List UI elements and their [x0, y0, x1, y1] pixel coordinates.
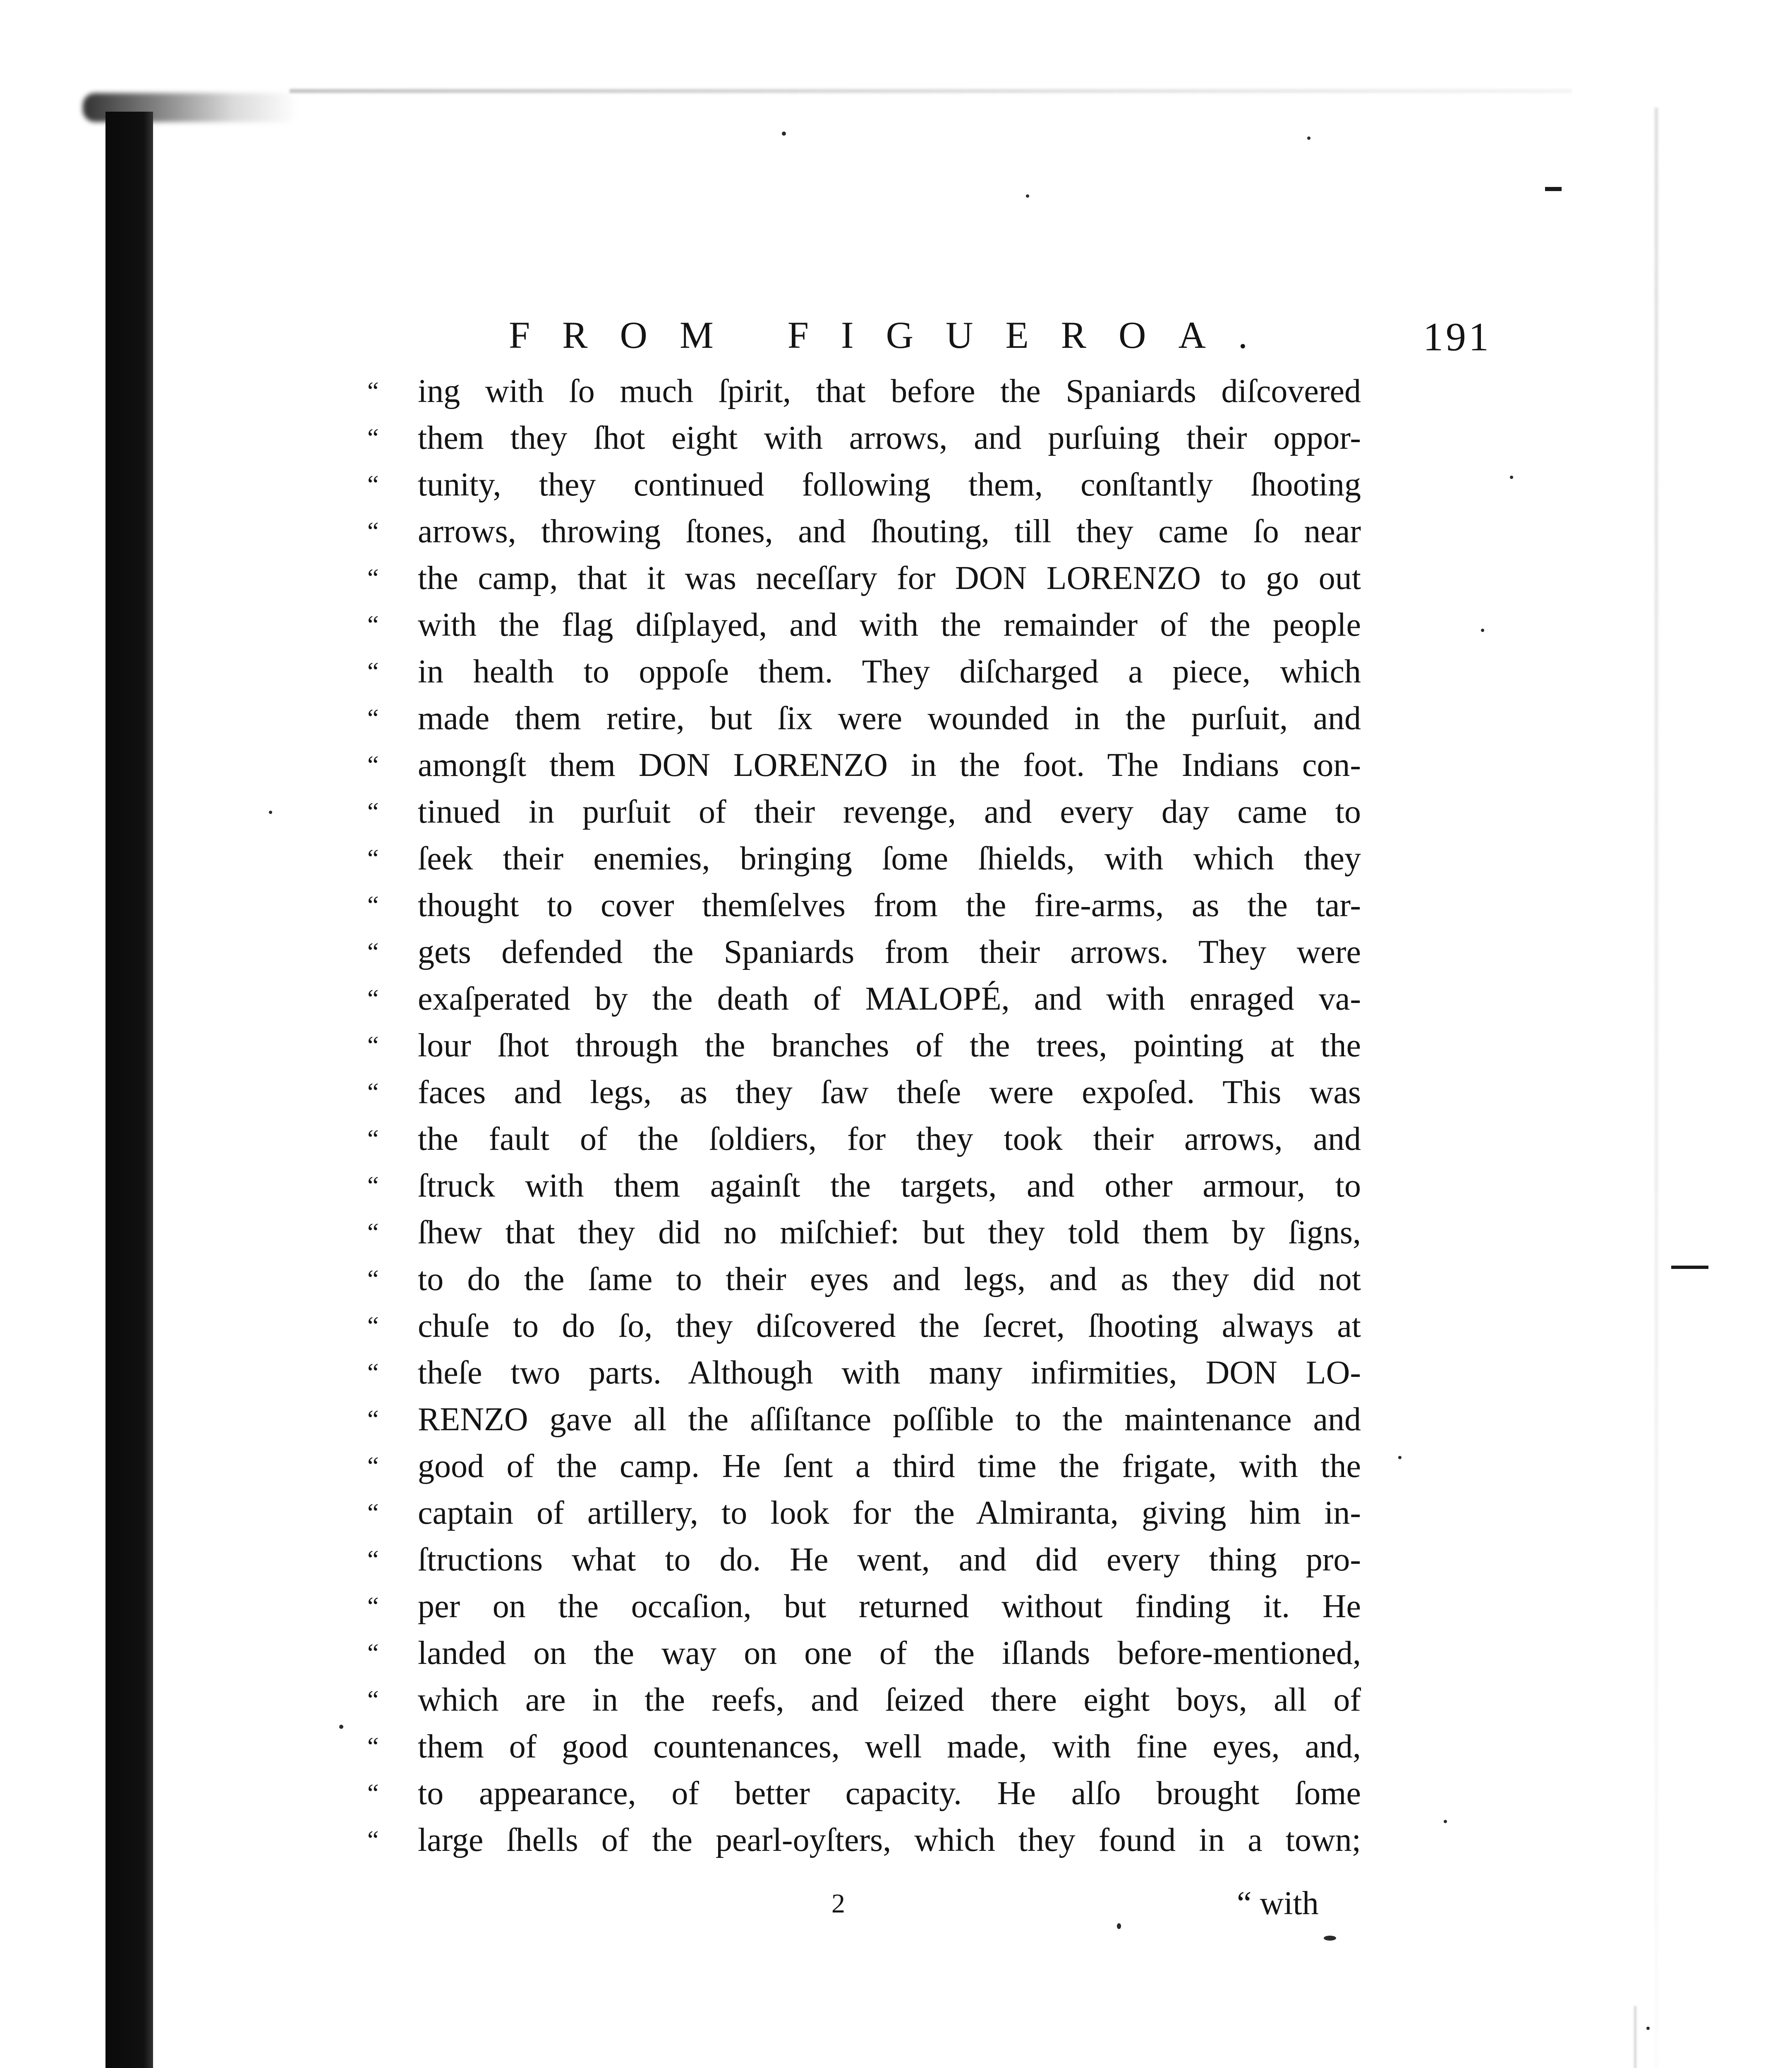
- text-line-content: made them retire, but ſix were wounded in the purſuit, and: [418, 700, 1361, 737]
- text-line-content: amongſt them DON LORENZO in the foot. The Indians con-: [418, 747, 1361, 783]
- quotation-mark: “: [367, 938, 379, 966]
- scan-speck: [782, 132, 786, 136]
- text-line-content: captain of artillery, to look for the Almiranta, giving him in-: [418, 1495, 1361, 1531]
- text-line-content: ſtruck with them againſt the targets, and other armour, to: [418, 1168, 1361, 1204]
- text-line: [0, 1069, 1792, 1116]
- scan-speck: [1481, 629, 1484, 632]
- text-line: [0, 1022, 1792, 1069]
- scan-speck: [1117, 1923, 1121, 1929]
- quotation-mark: “: [367, 798, 379, 826]
- text-line-content: tinued in purſuit of their revenge, and every day came to: [418, 794, 1361, 830]
- quotation-mark: “: [367, 1639, 379, 1667]
- text-line: [0, 415, 1792, 462]
- text-line: [0, 742, 1792, 789]
- text-line-content: them of good countenances, well made, with fine eyes, and,: [418, 1728, 1361, 1765]
- quotation-mark: “: [367, 424, 379, 452]
- quotation-mark: “: [367, 658, 379, 686]
- quotation-mark: “: [367, 611, 379, 639]
- quotation-mark: “: [367, 1452, 379, 1480]
- quotation-mark: “: [367, 1312, 379, 1340]
- text-line-content: ſhew that they did no miſchief: but they told them by ſigns,: [418, 1214, 1361, 1251]
- text-line: [0, 602, 1792, 649]
- quotation-mark: “: [367, 704, 379, 732]
- text-line-content: them they ſhot eight with arrows, and purſuing their oppor-: [418, 420, 1361, 456]
- quotation-mark: “: [367, 1359, 379, 1387]
- text-line-content: ſeek their enemies, bringing ſome ſhields, with which they: [418, 840, 1361, 877]
- catchword: “ with: [1237, 1885, 1319, 1922]
- text-line: [0, 462, 1792, 508]
- text-line: [0, 1209, 1792, 1256]
- quotation-mark: “: [367, 1405, 379, 1434]
- scan-speck: [1026, 194, 1029, 198]
- text-line: [0, 835, 1792, 882]
- text-line-content: to appearance, of better capacity. He alſo brought ſome: [418, 1775, 1361, 1812]
- text-line: [0, 695, 1792, 742]
- text-line-content: the fault of the ſoldiers, for they took their arrows, and: [418, 1121, 1361, 1157]
- text-line-content: per on the occaſion, but returned without finding it. He: [418, 1588, 1361, 1625]
- page-edge-right-fold: [1634, 2006, 1636, 2068]
- text-line-content: in health to oppoſe them. They diſcharged a piece, which: [418, 653, 1361, 690]
- text-line-content: the camp, that it was neceſſary for DON LORENZO to go out: [418, 560, 1361, 596]
- text-line: [0, 1770, 1792, 1817]
- quotation-mark: “: [367, 1546, 379, 1574]
- quotation-mark: “: [367, 1265, 379, 1293]
- quotation-mark: “: [367, 1779, 379, 1807]
- text-line-content: chuſe to do ſo, they diſcovered the ſecret, ſhooting always at: [418, 1308, 1361, 1344]
- text-line-content: RENZO gave all the aſſiſtance poſſible to the maintenance and: [418, 1401, 1361, 1438]
- scan-speck: [1307, 136, 1310, 140]
- text-line-content: tunity, they continued following them, conſtantly ſhooting: [418, 467, 1361, 503]
- signature-mark: 2: [831, 1888, 845, 1919]
- text-line: [0, 882, 1792, 929]
- quotation-mark: “: [367, 471, 379, 499]
- quotation-mark: “: [367, 377, 379, 405]
- quotation-mark: “: [367, 985, 379, 1013]
- page-edge-top: [290, 89, 1572, 93]
- quotation-mark: “: [367, 845, 379, 873]
- text-line: [0, 1303, 1792, 1350]
- text-line: [0, 649, 1792, 695]
- text-line: [0, 1350, 1792, 1396]
- text-line-content: landed on the way on one of the iſlands before-mentioned,: [418, 1635, 1361, 1671]
- text-line: [0, 1723, 1792, 1770]
- text-line: [0, 929, 1792, 976]
- text-line-content: to do the ſame to their eyes and legs, and as they did not: [418, 1261, 1361, 1297]
- quotation-mark: “: [367, 517, 379, 546]
- text-line: [0, 1490, 1792, 1537]
- text-line: [0, 1163, 1792, 1209]
- text-line: [0, 1116, 1792, 1163]
- quotation-mark: “: [367, 1172, 379, 1200]
- quotation-mark: “: [367, 1826, 379, 1854]
- text-line: [0, 1256, 1792, 1303]
- text-line-content: ing with ſo much ſpirit, that before the Spaniards diſcovered: [418, 373, 1361, 409]
- scan-speck: [1510, 476, 1513, 479]
- text-line-content: with the flag diſplayed, and with the remainder of the people: [418, 607, 1361, 643]
- scan-speck: [1324, 1936, 1336, 1941]
- text-line: [0, 1583, 1792, 1630]
- page-number: 191: [1423, 315, 1491, 359]
- quotation-mark: “: [367, 1078, 379, 1106]
- quotation-mark: “: [367, 1125, 379, 1153]
- quotation-mark: “: [367, 891, 379, 919]
- text-line-content: ſtructions what to do. He went, and did every thing pro-: [418, 1541, 1361, 1578]
- text-line-content: arrows, throwing ſtones, and ſhouting, till they came ſo near: [418, 513, 1361, 550]
- text-line-content: large ſhells of the pearl-oyſters, which they found in a town;: [418, 1822, 1361, 1858]
- quotation-mark: “: [367, 1686, 379, 1714]
- text-line: [0, 1396, 1792, 1443]
- text-line: [0, 508, 1792, 555]
- text-line: [0, 1677, 1792, 1723]
- text-line: [0, 555, 1792, 602]
- quotation-mark: “: [367, 1592, 379, 1620]
- text-line-content: lour ſhot through the branches of the trees, pointing at the: [418, 1027, 1361, 1064]
- quotation-mark: “: [367, 751, 379, 779]
- scan-speck: [269, 811, 272, 814]
- text-line-content: which are in the reefs, and ſeized there eight boys, all of: [418, 1682, 1361, 1718]
- quotation-mark: “: [367, 1733, 379, 1761]
- text-line-content: exaſperated by the death of MALOPÉ, and with enraged va-: [418, 981, 1361, 1017]
- text-line: [0, 976, 1792, 1022]
- scan-mark: [1671, 1266, 1708, 1269]
- quotation-mark: “: [367, 1032, 379, 1060]
- text-line: [0, 1443, 1792, 1490]
- text-line: [0, 1537, 1792, 1583]
- text-line: [0, 368, 1792, 415]
- running-title: FROM FIGUEROA.: [509, 314, 1280, 356]
- quotation-mark: “: [367, 564, 379, 592]
- quotation-mark: “: [367, 1499, 379, 1527]
- scan-speck: [339, 1725, 343, 1729]
- scan-mark: [1545, 187, 1562, 191]
- text-line-content: thought to cover themſelves from the fire-arms, as the tar-: [418, 887, 1361, 924]
- text-line: [0, 1817, 1792, 1864]
- text-line-content: good of the camp. He ſent a third time the frigate, with the: [418, 1448, 1361, 1484]
- quotation-mark: “: [367, 1218, 379, 1247]
- text-line-content: gets defended the Spaniards from their arrows. They were: [418, 934, 1361, 970]
- scan-speck: [1398, 1456, 1401, 1459]
- text-line-content: theſe two parts. Although with many infirmities, DON LO-: [418, 1355, 1361, 1391]
- text-line: [0, 1630, 1792, 1677]
- scan-speck: [1646, 2027, 1650, 2030]
- text-line-content: faces and legs, as they ſaw theſe were expoſed. This was: [418, 1074, 1361, 1111]
- scan-speck: [1444, 1820, 1447, 1823]
